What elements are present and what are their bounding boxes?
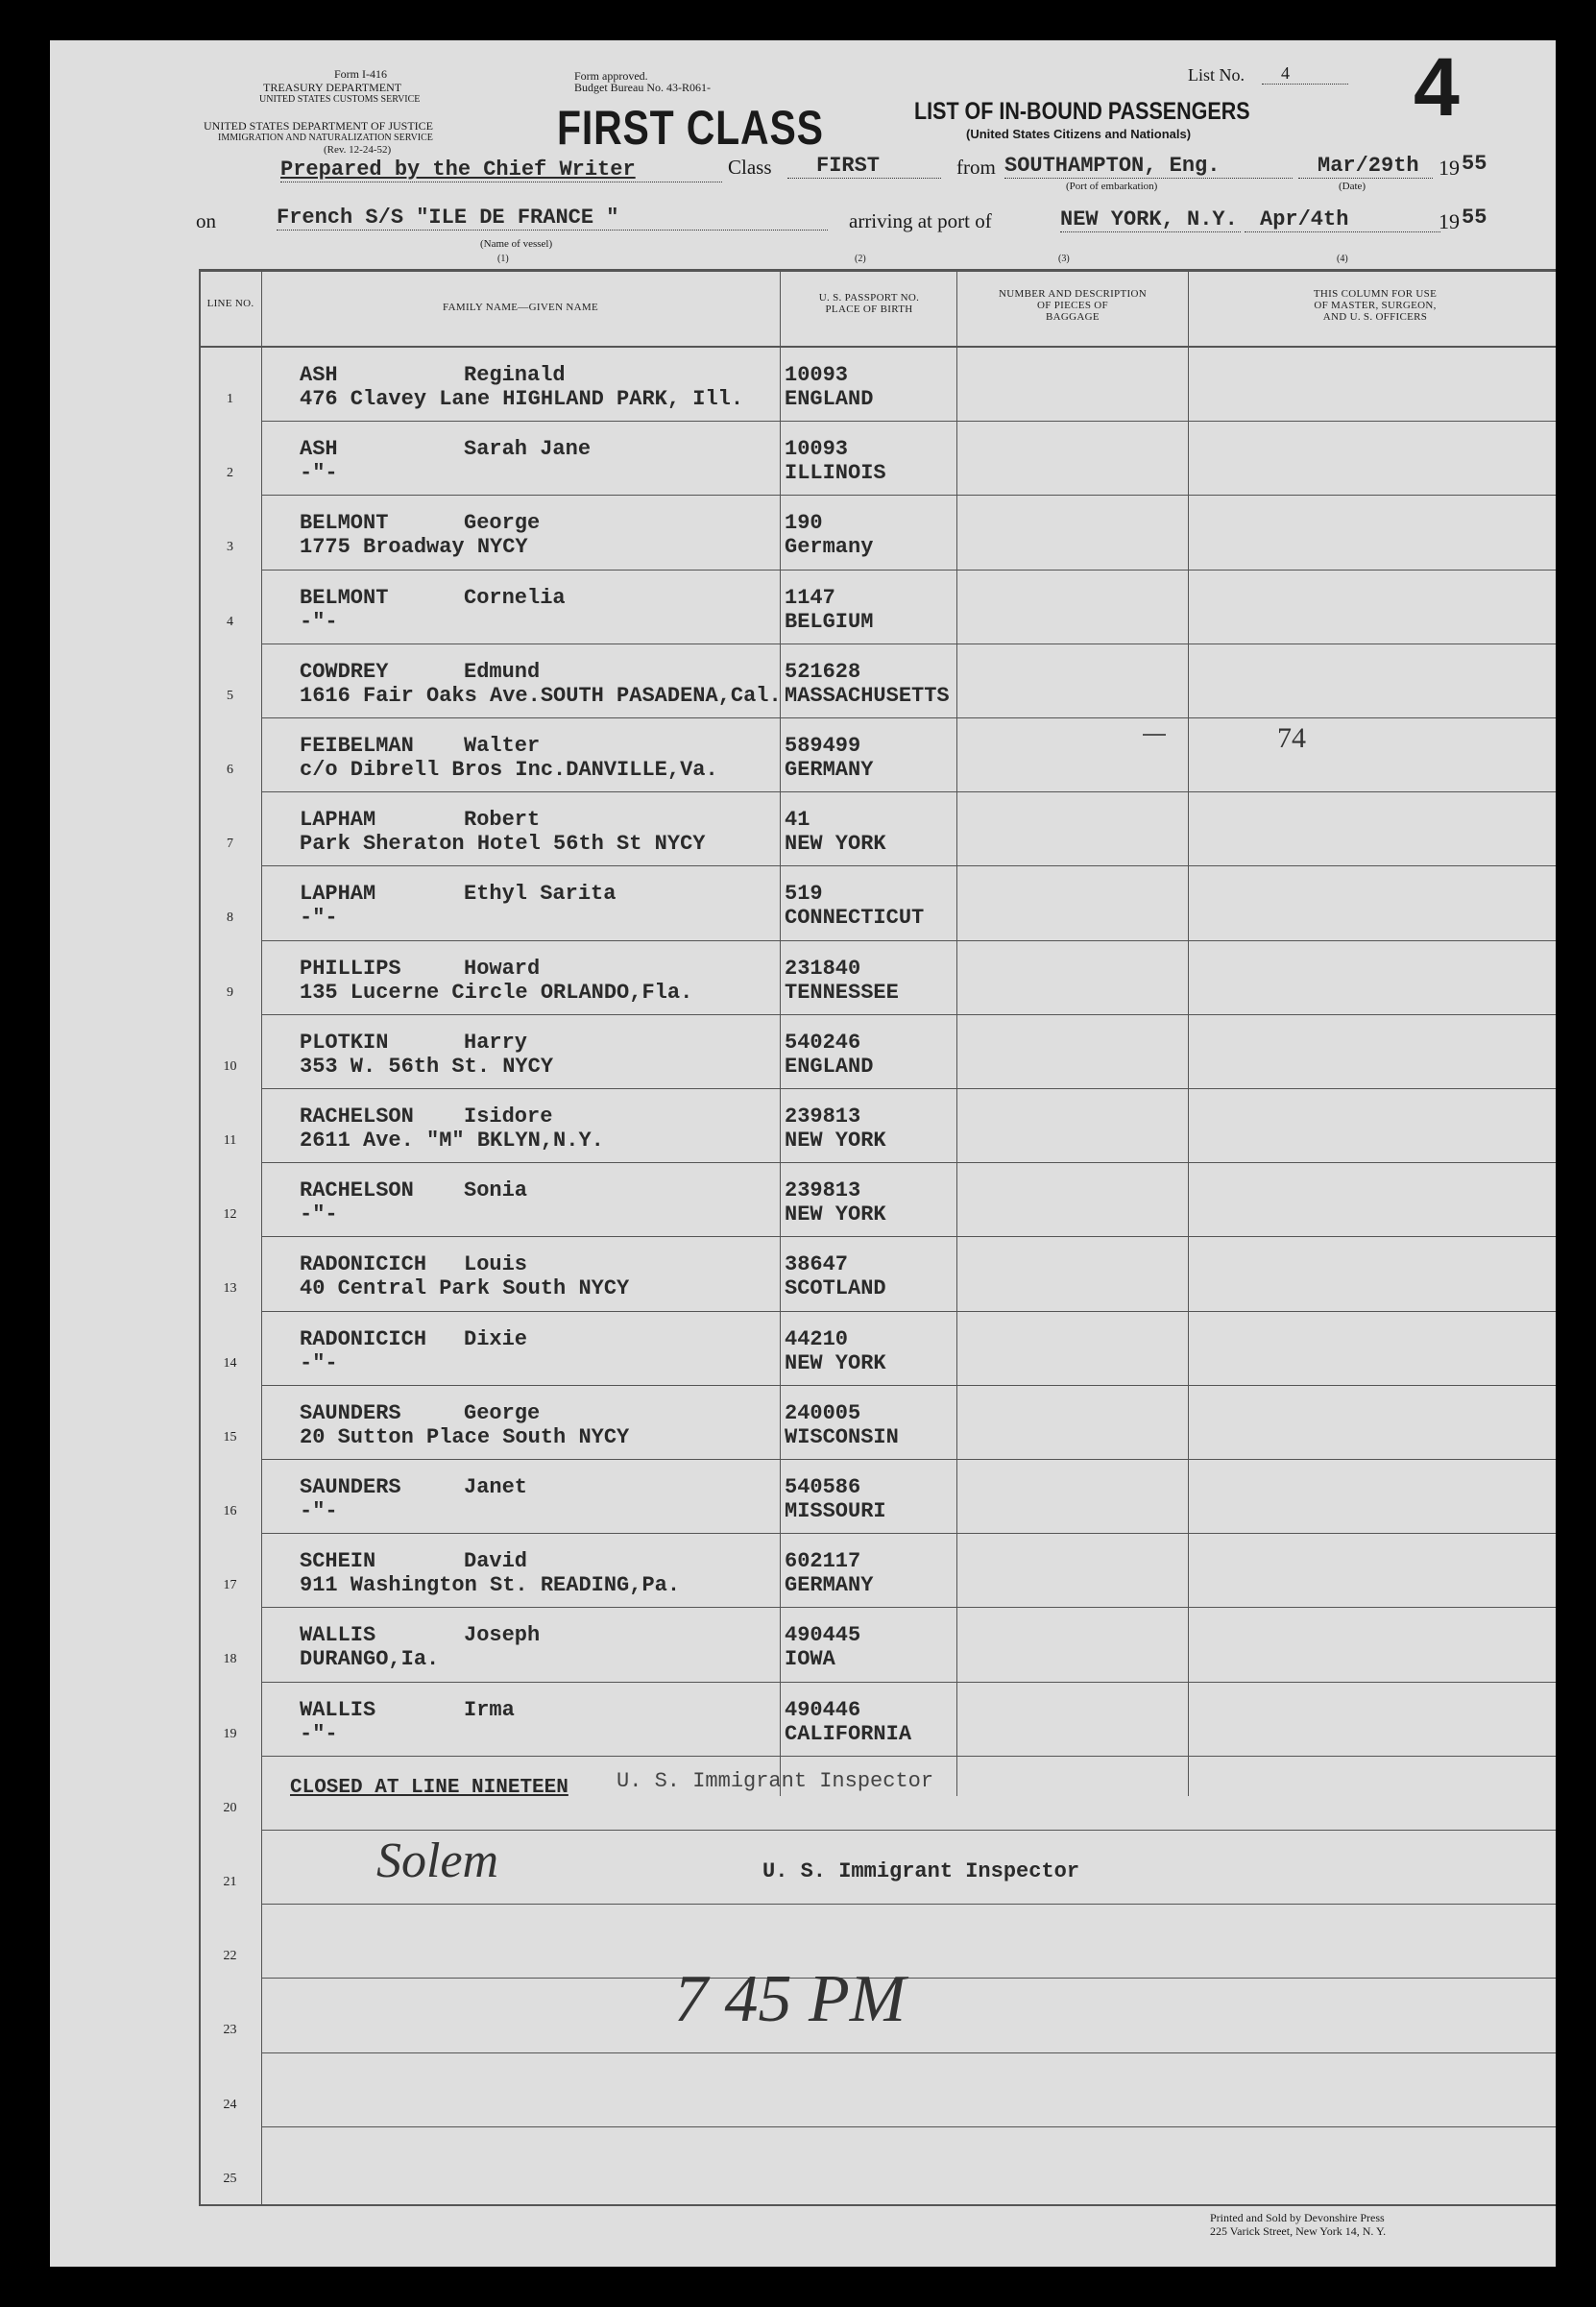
place-of-birth: NEW YORK [785,1129,886,1153]
table-row [199,1534,1556,1608]
line-number: 7 [227,837,233,852]
table-top-border [199,269,1556,272]
passport-number: 239813 [785,1105,861,1129]
line-number: 14 [223,1355,237,1371]
given-name: Joseph [464,1623,541,1648]
table-row [199,1089,1556,1163]
place-of-birth: TENNESSEE [785,980,899,1005]
address: c/o Dibrell Bros Inc.DANVILLE,Va. [300,758,718,782]
family-name: RADONICICH [300,1326,427,1351]
place-of-birth: IOWA [785,1647,835,1672]
place-of-birth: NEW YORK [785,832,886,857]
table-row [199,1683,1556,1757]
table-row [199,348,1556,422]
place-of-birth: ILLINOIS [785,461,886,486]
budget-bureau: Budget Bureau No. 43-R061- [574,81,711,94]
empty-row [199,2127,1556,2201]
family-name: PLOTKIN [300,1030,389,1055]
line-number: 11 [223,1133,237,1148]
closed-at-line: CLOSED AT LINE NINETEEN [290,1777,568,1799]
given-name: George [464,511,541,536]
family-name: WALLIS [300,1623,376,1648]
family-name: SAUNDERS [300,1475,401,1499]
empty-row [199,2053,1556,2127]
place-of-birth: CONNECTICUT [785,906,925,931]
table-row [199,1015,1556,1089]
given-name: Robert [464,808,541,833]
line-number: 20 [223,1800,237,1815]
prepared-by: Prepared by the Chief Writer [280,158,722,182]
header-baggage: NUMBER AND DESCRIPTION OF PIECES OF BAGGAGE [999,288,1147,323]
family-name: WALLIS [300,1697,376,1722]
place-of-birth: MASSACHUSETTS [785,683,950,708]
table-row [199,496,1556,570]
dept-ins: IMMIGRATION AND NATURALIZATION SERVICE [218,133,433,143]
passport-number: 589499 [785,734,861,758]
line-number: 2 [227,466,233,481]
given-name: Isidore [464,1105,553,1129]
header-officers: THIS COLUMN FOR USE OF MASTER, SURGEON, AND U. S. OFFICERS [1313,288,1438,323]
table-row [199,1460,1556,1534]
place-of-birth: MISSOURI [785,1499,886,1523]
family-name: COWDREY [300,659,389,684]
passport-number: 10093 [785,437,849,462]
family-name: FEIBELMAN [300,734,414,758]
place-of-birth: GERMANY [785,758,874,782]
arriving-label: arriving at port of [849,209,992,232]
margin-mark [1143,734,1166,736]
line-number: 23 [223,2023,237,2038]
table-row [199,941,1556,1015]
given-name: Howard [464,956,541,981]
line-number: 18 [223,1652,237,1667]
passport-number: 540246 [785,1030,861,1055]
passport-number: 519 [785,882,823,907]
place-of-birth: SCOTLAND [785,1276,886,1301]
address: 1775 Broadway NYCY [300,535,528,560]
line-number: 8 [227,911,233,926]
address: 40 Central Park South NYCY [300,1276,630,1301]
line-number: 5 [227,688,233,703]
table-row [199,422,1556,496]
line-number: 13 [223,1281,237,1297]
col-caption-1: (1) [497,254,509,264]
address: 1616 Fair Oaks Ave.SOUTH PASADENA,Cal. [300,683,782,708]
passport-number: 602117 [785,1549,861,1574]
passport-number: 521628 [785,659,861,684]
header-name: FAMILY NAME—GIVEN NAME [443,302,598,313]
inspector-signature: Solem [376,1833,499,1888]
line-number: 1 [227,392,233,406]
address: -"- [300,1202,338,1227]
given-name: Cornelia [464,585,566,610]
inspector-stamp-1: U. S. Immigrant Inspector [617,1769,934,1793]
from-date: Mar/29th [1298,154,1433,179]
table-row [199,1608,1556,1682]
family-name: SCHEIN [300,1549,376,1574]
passport-number: 41 [785,808,810,833]
address: Park Sheraton Hotel 56th St NYCY [300,832,706,857]
class-stamp: FIRST CLASS [557,101,824,155]
passport-number: 490446 [785,1697,861,1722]
passport-number: 44210 [785,1326,849,1351]
given-name: George [464,1400,541,1425]
address: -"- [300,1499,338,1523]
passport-number: 239813 [785,1178,861,1203]
table-row [199,644,1556,718]
place-of-birth: WISCONSIN [785,1424,899,1449]
family-name: BELMONT [300,511,389,536]
family-name: ASH [300,437,338,462]
list-title: LIST OF IN-BOUND PASSENGERS [914,98,1250,125]
address: 2611 Ave. "M" BKLYN,N.Y. [300,1129,604,1153]
place-of-birth: NEW YORK [785,1350,886,1375]
line-number: 24 [223,2097,237,2112]
margin-note: 74 [1277,722,1306,754]
line-number: 10 [223,1058,237,1074]
given-name: Sarah Jane [464,437,592,462]
table-bottom-border [199,2204,1556,2206]
table-row [199,571,1556,644]
table-row [199,1237,1556,1311]
manifest-page [50,40,1556,2267]
address: 911 Washington St. READING,Pa. [300,1573,681,1598]
place-of-birth: NEW YORK [785,1202,886,1227]
address: 353 W. 56th St. NYCY [300,1054,554,1079]
passport-number: 231840 [785,956,861,981]
table-row [199,792,1556,866]
line-number: 19 [223,1726,237,1741]
line-number: 22 [223,1949,237,1964]
place-of-birth: ENGLAND [785,387,874,411]
family-name: RACHELSON [300,1178,414,1203]
given-name: Sonia [464,1178,528,1203]
table-row [199,866,1556,940]
line-number: 17 [223,1578,237,1593]
inspector-stamp-2: U. S. Immigrant Inspector [762,1859,1080,1883]
address: 476 Clavey Lane HIGHLAND PARK, Ill. [300,387,744,411]
line-number: 6 [227,763,233,777]
passport-number: 240005 [785,1400,861,1425]
passport-number: 190 [785,511,823,536]
from-port: SOUTHAMPTON, Eng. [1004,154,1293,179]
date-caption: (Date) [1339,181,1366,192]
address: -"- [300,1350,338,1375]
family-name: RACHELSON [300,1105,414,1129]
passport-number: 10093 [785,363,849,387]
given-name: Edmund [464,659,541,684]
address: -"- [300,1721,338,1746]
place-of-birth: BELGIUM [785,609,874,634]
family-name: ASH [300,363,338,387]
line-number: 16 [223,1504,237,1518]
form-revision: (Rev. 12-24-52) [324,144,392,156]
vessel-caption: (Name of vessel) [480,238,553,250]
line-number: 9 [227,984,233,1000]
year-suffix-1: 55 [1462,152,1487,176]
passport-number: 38647 [785,1252,849,1277]
given-name: David [464,1549,528,1574]
class-label: Class [728,156,772,179]
year-suffix-2: 55 [1462,206,1487,230]
given-name: Ethyl Sarita [464,882,617,907]
passport-number: 1147 [785,585,835,610]
table-row [199,1163,1556,1237]
given-name: Reginald [464,363,566,387]
year-prefix-2: 19 [1439,209,1460,233]
family-name: PHILLIPS [300,956,401,981]
dept-justice: UNITED STATES DEPARTMENT OF JUSTICE [204,119,434,133]
arriving-date: Apr/4th [1245,207,1440,232]
table-row [199,718,1556,792]
given-name: Louis [464,1252,528,1277]
printer-line-2: 225 Varick Street, New York 14, N. Y. [1210,2224,1387,2238]
list-subtitle: (United States Citizens and Nationals) [966,127,1192,141]
col-caption-4: (4) [1337,254,1348,264]
table-row [199,1312,1556,1386]
address: -"- [300,609,338,634]
family-name: RADONICICH [300,1252,427,1277]
address: -"- [300,906,338,931]
line-number: 3 [227,540,233,555]
address: -"- [300,461,338,486]
given-name: Dixie [464,1326,528,1351]
given-name: Harry [464,1030,528,1055]
year-prefix-1: 19 [1439,156,1460,180]
place-of-birth: ENGLAND [785,1054,874,1079]
port-caption: (Port of embarkation) [1066,181,1158,192]
family-name: SAUNDERS [300,1400,401,1425]
place-of-birth: CALIFORNIA [785,1721,912,1746]
on-label: on [196,209,216,232]
printer-line-1: Printed and Sold by Devonshire Press [1210,2211,1385,2224]
header-line-no: LINE NO. [206,298,254,309]
col-caption-2: (2) [855,254,866,264]
passport-number: 540586 [785,1475,861,1499]
table-row [199,1386,1556,1460]
list-no-value: 4 [1262,63,1348,85]
family-name: LAPHAM [300,882,376,907]
col-caption-3: (3) [1058,254,1070,264]
arriving-port: NEW YORK, N.Y. [1060,207,1241,232]
address: DURANGO,Ia. [300,1647,440,1672]
header-passport: U. S. PASSPORT NO. PLACE OF BIRTH [818,292,920,315]
address: 20 Sutton Place South NYCY [300,1424,630,1449]
from-label: from [956,156,996,179]
line-number: 21 [223,1875,237,1889]
dept-customs: UNITED STATES CUSTOMS SERVICE [259,94,421,105]
line-number: 4 [227,614,233,629]
form-approved: Form approved. [574,69,648,83]
family-name: BELMONT [300,585,389,610]
class-value: FIRST [787,154,941,179]
place-of-birth: GERMANY [785,1573,874,1598]
dept-treasury: TREASURY DEPARTMENT [263,81,402,94]
closing-time-note: 7 45 PM [674,1962,907,2036]
given-name: Irma [464,1697,515,1722]
line-number: 15 [223,1429,237,1445]
given-name: Janet [464,1475,528,1499]
passport-number: 490445 [785,1623,861,1648]
vessel-name: French S/S "ILE DE FRANCE " [277,206,828,231]
line-number: 12 [223,1207,237,1223]
address: 135 Lucerne Circle ORLANDO,Fla. [300,980,693,1005]
list-no-label: List No. [1188,65,1245,85]
list-big-number: 4 [1414,41,1460,134]
line-number: 25 [223,2171,237,2186]
family-name: LAPHAM [300,808,376,833]
form-number: Form I-416 [334,67,387,81]
given-name: Walter [464,734,541,758]
place-of-birth: Germany [785,535,874,560]
